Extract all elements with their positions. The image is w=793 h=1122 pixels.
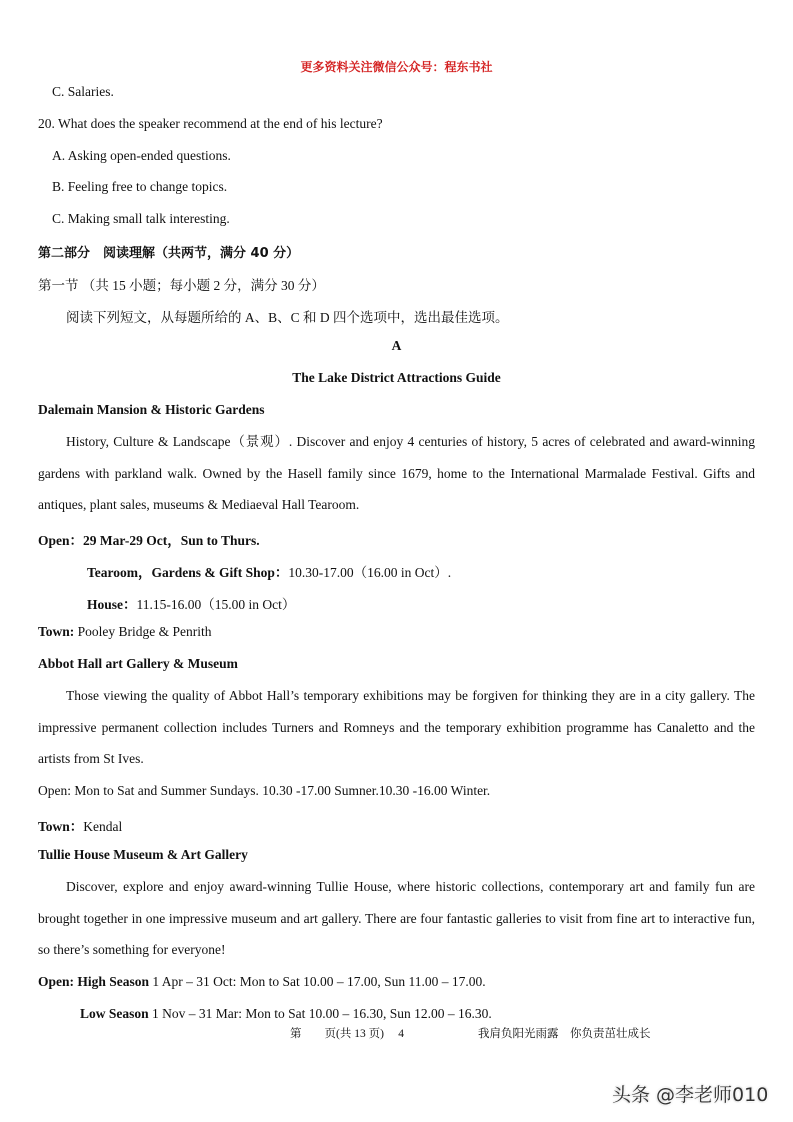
passage-title: The Lake District Attractions Guide bbox=[292, 370, 501, 385]
q20-option-b: B. Feeling free to change topics. bbox=[52, 179, 228, 194]
part2-title: 第二部分 阅读理解（共两节，满分 40 分） bbox=[38, 246, 300, 261]
q20-option-a: A. Asking open-ended questions. bbox=[52, 148, 231, 163]
watermark: 头条 @李老师010 bbox=[612, 1084, 769, 1106]
attraction-description: History, Culture & Landscape（景观）. Discover and enjoy 4 centuries of history, 5 acres of celebrated and award-winning gardens with parkland walk. Owned by the Hasell family since 1679, home to the International Marmalade Festival. Gifts and antiques, plant sales, museums & Mediaeval Hall Tearoom. bbox=[38, 434, 755, 512]
town: Town：Kendal bbox=[38, 819, 123, 834]
town: Town: Pooley Bridge & Penrith bbox=[38, 624, 212, 639]
open-hours: Open：29 Mar-29 Oct，Sun to Thurs. bbox=[38, 533, 260, 548]
low-season-hours: Low Season 1 Nov – 31 Mar: Mon to Sat 10.00 – 16.30, Sun 12.00 – 16.30. bbox=[80, 1006, 492, 1021]
instruction: 阅读下列短文，从每题所给的 A、B、C 和 D 四个选项中，选出最佳选项。 bbox=[66, 310, 509, 325]
tearoom-hours: Tearoom，Gardens & Gift Shop：10.30-17.00（16.00 in Oct）. bbox=[87, 565, 452, 580]
q19-option-c: C. Salaries. bbox=[52, 84, 114, 99]
house-hours: House：11.15-16.00（15.00 in Oct） bbox=[87, 597, 296, 612]
q20-option-c: C. Making small talk interesting. bbox=[52, 211, 230, 226]
attraction-name: Dalemain Mansion & Historic Gardens bbox=[38, 402, 265, 417]
high-season-hours: Open: High Season 1 Apr – 31 Oct: Mon to Sat 10.00 – 17.00, Sun 11.00 – 17.00. bbox=[38, 974, 486, 989]
attraction-description: Discover, explore and enjoy award-winning Tullie House, where historic collections, contemporary art and family fun are brought together in one impressive museum and art gallery. There are four fantastic galleries to visit from fine art to interactive fun, so there’s something for everyone! bbox=[38, 879, 755, 957]
section1-title: 第一节 （共 15 小题；每小题 2 分，满分 30 分） bbox=[38, 278, 325, 293]
attraction-name: Abbot Hall art Gallery & Museum bbox=[38, 656, 238, 671]
attraction-description: Those viewing the quality of Abbot Hall’s temporary exhibitions may be forgiven for thinking they are in a city gallery. The impressive permanent collection includes Turners and Romneys and the temporary exhibition programme has Canaletto and the artists from St Ives. bbox=[38, 688, 755, 766]
footer-motto: 我肩负阳光雨露 你负责茁壮成长 bbox=[478, 1028, 651, 1040]
passage-letter: A bbox=[391, 338, 402, 353]
page-number: 第 页(共 13 页) 4 bbox=[290, 1028, 405, 1040]
q20-question: 20. What does the speaker recommend at the end of his lecture? bbox=[38, 116, 383, 131]
open-hours: Open: Mon to Sat and Summer Sundays. 10.30 -17.00 Sumner.10.30 -16.00 Winter. bbox=[38, 783, 491, 798]
attraction-name: Tullie House Museum & Art Gallery bbox=[38, 847, 248, 862]
promo-header: 更多资料关注微信公众号：程东书社 bbox=[300, 60, 493, 74]
